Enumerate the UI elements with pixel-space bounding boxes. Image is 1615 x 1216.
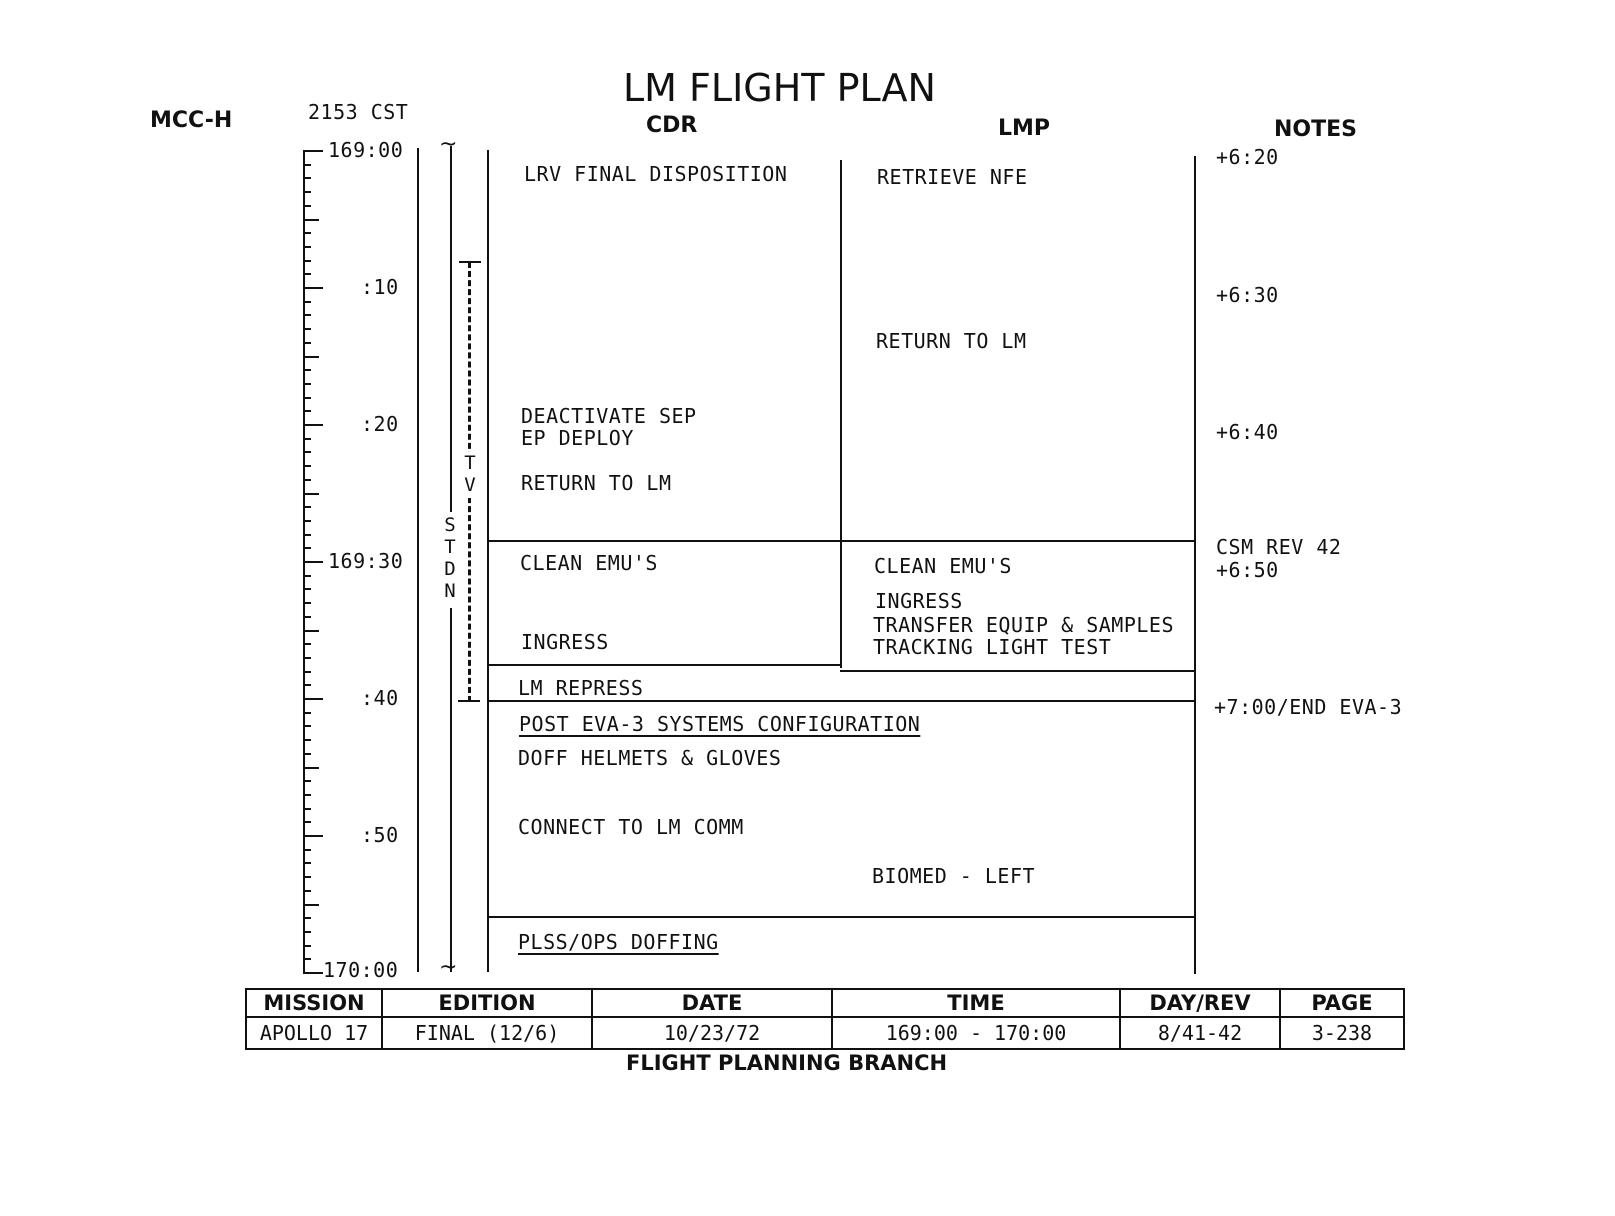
time-scale-tick bbox=[303, 958, 311, 960]
footer-info-table bbox=[245, 988, 1405, 1050]
time-scale-tick bbox=[303, 328, 311, 330]
time-scale-tick bbox=[303, 260, 311, 262]
lmp-column-header: LMP bbox=[998, 116, 1051, 141]
time-scale-tick bbox=[303, 821, 311, 823]
time-scale-tick bbox=[303, 397, 311, 399]
lmp-return-to-lm: RETURN TO LM bbox=[876, 329, 1027, 353]
time-scale-tick bbox=[303, 301, 311, 303]
time-scale-tick bbox=[303, 191, 311, 193]
time-scale-tick bbox=[303, 588, 311, 590]
lmp-ingress: INGRESS bbox=[875, 589, 963, 613]
time-scale-tick bbox=[303, 465, 311, 467]
time-scale-tick bbox=[303, 410, 311, 412]
note-plus-6-30: +6:30 bbox=[1216, 283, 1279, 307]
time-scale-tick bbox=[303, 534, 311, 536]
footer-header-mission: MISSION bbox=[246, 989, 382, 1017]
schedule-left-border bbox=[417, 148, 419, 972]
stdn-label-d: D bbox=[444, 558, 456, 580]
time-scale-tick bbox=[303, 698, 323, 700]
time-scale-tick bbox=[303, 725, 311, 727]
cdr-deactivate-sep: DEACTIVATE SEP bbox=[521, 404, 697, 428]
time-scale-tick bbox=[303, 931, 311, 933]
biomed-left: BIOMED - LEFT bbox=[872, 864, 1036, 888]
cdr-ep-deploy: EP DEPLOY bbox=[521, 426, 634, 450]
time-scale-tick bbox=[303, 342, 311, 344]
time-scale-tick bbox=[303, 493, 319, 495]
time-scale-tick bbox=[303, 273, 311, 275]
time-scale-tick bbox=[303, 232, 311, 234]
time-scale-tick bbox=[303, 780, 311, 782]
time-scale-tick bbox=[303, 177, 311, 179]
time-scale-tick bbox=[303, 767, 319, 769]
connect-to-lm-comm: CONNECT TO LM COMM bbox=[518, 815, 744, 839]
time-scale-tick bbox=[303, 643, 311, 645]
footer-header-day-rev: DAY/REV bbox=[1120, 989, 1280, 1017]
time-scale-tick bbox=[303, 835, 323, 837]
note-plus-6-50: +6:50 bbox=[1216, 558, 1279, 582]
time-scale-tick bbox=[303, 506, 311, 508]
lmp-transfer-equip: TRANSFER EQUIP & SAMPLES bbox=[873, 613, 1174, 637]
time-scale-tick bbox=[303, 424, 323, 426]
time-scale-tick bbox=[303, 876, 311, 878]
time-scale-tick bbox=[303, 972, 323, 974]
time-scale-tick bbox=[303, 205, 311, 207]
time-scale-tick bbox=[303, 739, 311, 741]
time-scale-tick bbox=[303, 712, 311, 714]
stdn-label-n: N bbox=[444, 580, 456, 602]
time-label-20: :20 bbox=[361, 412, 399, 436]
time-label-50: :50 bbox=[361, 823, 399, 847]
time-scale-tick bbox=[303, 684, 311, 686]
time-scale-tick bbox=[303, 287, 323, 289]
footer-day-rev: 8/41-42 bbox=[1120, 1017, 1280, 1049]
time-scale-tick bbox=[303, 520, 311, 522]
time-scale-tick bbox=[303, 945, 311, 947]
time-label-169-30: 169:30 bbox=[328, 549, 404, 573]
time-scale-tick bbox=[303, 246, 311, 248]
note-plus-6-20: +6:20 bbox=[1216, 145, 1279, 169]
time-label-40: :40 bbox=[361, 686, 399, 710]
time-scale-tick bbox=[303, 862, 311, 864]
time-scale-tick bbox=[303, 808, 311, 810]
time-scale-tick bbox=[303, 369, 311, 371]
time-scale-tick bbox=[303, 917, 311, 919]
time-scale-tick bbox=[303, 602, 311, 604]
footer-mission: APOLLO 17 bbox=[246, 1017, 382, 1049]
footer-time: 169:00 - 170:00 bbox=[832, 1017, 1120, 1049]
time-scale-tick bbox=[303, 904, 319, 906]
cdr-column-header: CDR bbox=[646, 113, 698, 138]
time-label-169-00: 169:00 bbox=[328, 138, 404, 162]
time-scale-tick bbox=[303, 383, 311, 385]
time-scale-tick bbox=[303, 150, 323, 152]
time-label-170-00: 170:00 bbox=[323, 958, 399, 982]
time-scale-tick bbox=[303, 657, 311, 659]
stdn-label-s: S bbox=[444, 514, 456, 536]
time-scale-tick bbox=[303, 630, 319, 632]
footer-header-edition: EDITION bbox=[382, 989, 592, 1017]
cdr-lrv-final-disposition: LRV FINAL DISPOSITION bbox=[524, 162, 788, 186]
cdr-return-to-lm: RETURN TO LM bbox=[521, 471, 672, 495]
time-scale-tick bbox=[303, 547, 311, 549]
footer-edition: FINAL (12/6) bbox=[382, 1017, 592, 1049]
stdn-label-t: T bbox=[444, 536, 456, 558]
lmp-retrieve-nfe: RETRIEVE NFE bbox=[877, 165, 1028, 189]
time-scale-tick bbox=[303, 575, 311, 577]
notes-column-header: NOTES bbox=[1274, 117, 1357, 142]
time-scale-tick bbox=[303, 561, 323, 563]
footer-date: 10/23/72 bbox=[592, 1017, 832, 1049]
time-scale-tick bbox=[303, 890, 311, 892]
cdr-clean-emus: CLEAN EMU'S bbox=[520, 551, 658, 575]
plss-ops-doffing: PLSS/OPS DOFFING bbox=[518, 930, 719, 954]
footer-header-time: TIME bbox=[832, 989, 1120, 1017]
time-scale-tick bbox=[303, 671, 311, 673]
note-plus-6-40: +6:40 bbox=[1216, 420, 1279, 444]
lmp-clean-emus: CLEAN EMU'S bbox=[874, 554, 1012, 578]
footer-header-page: PAGE bbox=[1280, 989, 1404, 1017]
time-scale-tick bbox=[303, 479, 311, 481]
time-scale-tick bbox=[303, 356, 319, 358]
time-scale-tick bbox=[303, 849, 311, 851]
lm-repress: LM REPRESS bbox=[518, 676, 644, 700]
time-scale-tick bbox=[303, 451, 311, 453]
tv-label-v: V bbox=[464, 474, 476, 496]
time-label-10: :10 bbox=[361, 275, 399, 299]
station-label: MCC-H bbox=[150, 108, 233, 133]
clock-label: 2153 CST bbox=[308, 100, 409, 124]
lmp-tracking-light-test: TRACKING LIGHT TEST bbox=[873, 635, 1112, 659]
time-scale-tick bbox=[303, 616, 311, 618]
doff-helmets-gloves: DOFF HELMETS & GLOVES bbox=[518, 746, 782, 770]
post-eva-3-config: POST EVA-3 SYSTEMS CONFIGURATION bbox=[519, 712, 921, 736]
flight-planning-branch: FLIGHT PLANNING BRANCH bbox=[626, 1051, 948, 1075]
time-scale-tick bbox=[303, 794, 311, 796]
note-end-eva-3: +7:00/END EVA-3 bbox=[1214, 695, 1403, 719]
time-scale-tick bbox=[303, 219, 319, 221]
time-scale-tick bbox=[303, 753, 311, 755]
time-scale-tick bbox=[303, 314, 311, 316]
page-title: LM FLIGHT PLAN bbox=[623, 66, 936, 110]
footer-header-date: DATE bbox=[592, 989, 832, 1017]
tv-label-t: T bbox=[464, 452, 476, 474]
note-csm-rev-42: CSM REV 42 bbox=[1216, 535, 1342, 559]
time-scale-tick bbox=[303, 164, 311, 166]
footer-page: 3-238 bbox=[1280, 1017, 1404, 1049]
cdr-ingress: INGRESS bbox=[521, 630, 609, 654]
time-scale-tick bbox=[303, 438, 311, 440]
